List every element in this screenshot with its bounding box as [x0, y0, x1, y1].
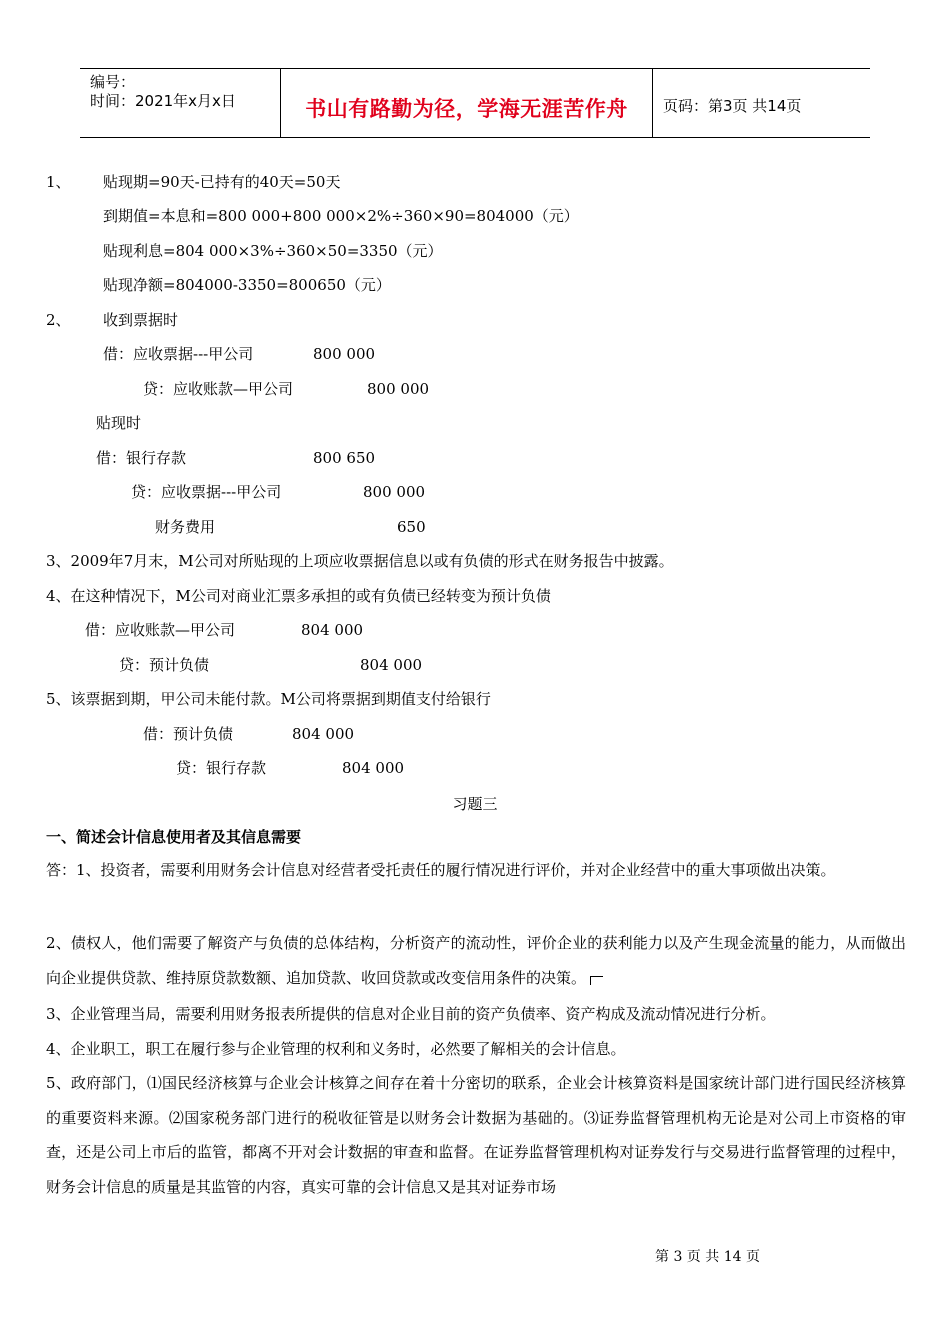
entry-credit-account: 贷：应收票据---甲公司 — [131, 483, 282, 501]
answer-paragraph-3: 3、企业管理当局，需要利用财务报表所提供的信息对企业目前的资产负债率、资产构成及流动情况进行分析。 — [46, 1005, 776, 1023]
header-motto-cell — [281, 69, 653, 137]
answer-paragraph-1: 答：1、投资者，需要利用财务会计信息对经营者受托责任的履行情况进行评价，并对企业经营中的重大事项做出决策。 — [46, 861, 836, 879]
entry-credit-amount: 800 000 — [363, 483, 426, 501]
answer-paragraph-2-text: 2、债权人，他们需要了解资产与负债的总体结构，分析资产的流动性，评价企业的获利能力以及产生现金流量的能力，从而做出向企业提供贷款、维持原贷款数额、追加贷款、收回贷款或改变信用条件的决策。 — [46, 934, 906, 987]
entry-credit-amount: 650 — [397, 518, 426, 536]
entry-debit-amount: 800 000 — [313, 345, 376, 363]
header-meta-cell — [80, 69, 281, 137]
entry-credit-account: 贷：预计负债 — [119, 656, 210, 674]
entry-credit-account: 财务费用 — [155, 518, 216, 536]
entry-debit-amount: 800 650 — [313, 449, 376, 467]
page-header — [80, 68, 870, 138]
discount-net-line: 贴现净额=804000-3350=800650（元） — [103, 276, 391, 294]
header-motto: 书山有路勤为径，学海无涯苦作舟 — [305, 97, 628, 121]
header-page-label: 页码：第3页 共14页 — [663, 97, 802, 115]
discount-interest-line: 贴现利息=804 000×3%÷360×50=3350（元） — [103, 242, 443, 260]
item-3-text: 3、2009年7月末，M公司对所贴现的上项应收票据信息以或有负债的形式在财务报告中披露。 — [46, 552, 674, 570]
entry-credit-amount: 800 000 — [367, 380, 430, 398]
entry-credit-account: 贷：银行存款 — [176, 759, 267, 777]
section-title: 习题三 — [452, 795, 498, 813]
document-number-label: 编号： — [90, 73, 136, 91]
page-footer: 第 3 页 共 14 页 — [655, 1249, 760, 1265]
document-time-label: 时间：2021年x月x日 — [90, 92, 236, 110]
item-2-number: 2、 — [46, 311, 71, 329]
entry-debit-account: 借：银行存款 — [96, 449, 187, 467]
item-5-text: 5、该票据到期，甲公司未能付款。M公司将票据到期值支付给银行 — [46, 690, 491, 708]
item-4-text: 4、在这种情况下，M公司对商业汇票多承担的或有负债已经转变为预计负债 — [46, 587, 551, 605]
item-1-number: 1、 — [46, 173, 71, 191]
entry-credit-amount: 804 000 — [342, 759, 405, 777]
entry-debit-amount: 804 000 — [301, 621, 364, 639]
entry-debit-account: 借：预计负债 — [143, 725, 234, 743]
item-1-text: 贴现期=90天-已持有的40天=50天 — [103, 173, 341, 191]
corner-mark-icon — [590, 976, 603, 985]
discount-heading: 贴现时 — [96, 414, 142, 432]
answer-paragraph-4: 4、企业职工，职工在履行参与企业管理的权利和义务时，必然要了解相关的会计信息。 — [46, 1040, 626, 1058]
entry-debit-account: 借：应收票据---甲公司 — [103, 345, 254, 363]
entry-credit-account: 贷：应收账款—甲公司 — [143, 380, 294, 398]
section-heading: 一、简述会计信息使用者及其信息需要 — [46, 828, 302, 846]
entry-debit-account: 借：应收账款—甲公司 — [85, 621, 236, 639]
item-2-text: 收到票据时 — [103, 311, 179, 329]
answer-paragraph-5: 5、政府部门，⑴国民经济核算与企业会计核算之间存在着十分密切的联系，企业会计核算资料是国家统计部门进行国民经济核算的重要资料来源。⑵国家税务部门进行的税收征管是以财务会计数据为基础的。⑶证券监督管理机构无论是对公司上市资格的审查，还是公司上市后的监管，都离不开对会计数据的审查和监督。在证券监督管理机构对证券发行与交易进行监督管理的过程中，财务会计信息的质量是其监管的内容，真实可靠的会计信息又是其对证券市场 — [46, 1074, 906, 1196]
entry-debit-amount: 804 000 — [292, 725, 355, 743]
entry-credit-amount: 804 000 — [360, 656, 423, 674]
maturity-value-line: 到期值=本息和=800 000+800 000×2%÷360×90=804000（元） — [103, 207, 579, 225]
header-page-cell — [653, 69, 870, 137]
answer-paragraph-2 — [46, 926, 906, 995]
